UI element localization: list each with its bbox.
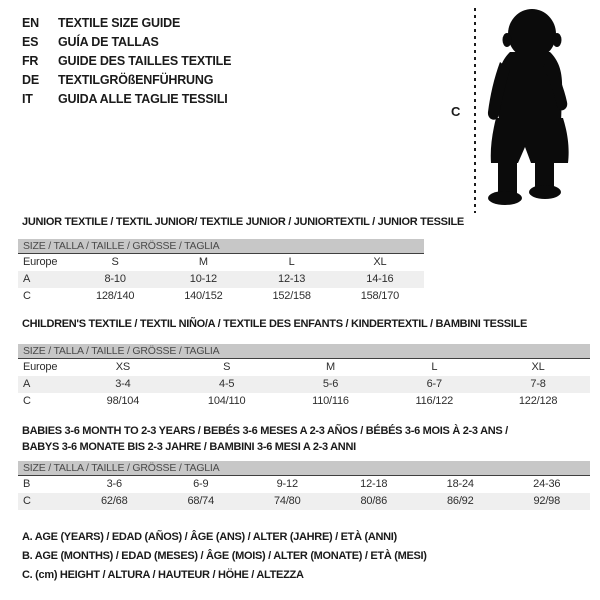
size-table-children	[18, 344, 590, 410]
value-cell: 24-36	[533, 478, 561, 490]
value-cell: XL	[531, 361, 545, 373]
language-title: GUÍA DE TALLAS	[58, 35, 159, 49]
row-label-cell: A	[23, 378, 31, 390]
language-code: DE	[22, 73, 39, 87]
table-row	[18, 393, 590, 410]
language-title: TEXTILE SIZE GUIDE	[58, 16, 181, 30]
baby-silhouette-icon	[486, 6, 580, 208]
value-cell: S	[223, 361, 231, 373]
language-title: GUIDE DES TAILLES TEXTILE	[58, 54, 232, 68]
value-cell: 8-10	[104, 273, 126, 285]
language-code: FR	[22, 54, 39, 68]
row-label-cell: C	[23, 290, 31, 302]
value-cell: 5-6	[322, 378, 339, 390]
value-cell: M	[326, 361, 335, 373]
value-cell: 12-18	[360, 478, 388, 490]
value-cell: 3-4	[115, 378, 131, 390]
height-measure-line	[474, 8, 476, 213]
value-cell: 18-24	[446, 478, 474, 490]
size-table-junior	[18, 239, 424, 305]
value-cell: 110/116	[312, 395, 349, 407]
language-row	[22, 71, 231, 90]
row-label-cell: C	[23, 395, 31, 407]
language-row	[22, 33, 231, 52]
value-cell: S	[111, 256, 119, 268]
value-cell: M	[198, 256, 208, 268]
value-cell: 80/86	[360, 495, 388, 507]
table-body	[18, 254, 424, 305]
language-row	[22, 90, 231, 109]
value-cell: L	[288, 256, 295, 268]
value-cell: 10-12	[189, 273, 217, 285]
row-label-cell: B	[23, 478, 31, 490]
table-row	[18, 254, 424, 271]
value-cell: 74/80	[273, 495, 301, 507]
height-measure-label: C	[451, 104, 461, 119]
section-title-children	[22, 317, 527, 333]
value-cell: 6-9	[193, 478, 209, 490]
language-code: EN	[22, 16, 39, 30]
section-title-junior	[22, 215, 464, 231]
value-cell: 92/98	[533, 495, 561, 507]
section-title-line: BABYS 3-6 MONATE BIS 2-3 JAHRE / BAMBINI 3-6 MESI A 2-3 ANNI	[22, 440, 356, 453]
row-label-cell: C	[23, 495, 31, 507]
value-cell: 86/92	[446, 495, 474, 507]
value-cell: 4-5	[219, 378, 235, 390]
value-cell: 98/104	[106, 395, 140, 407]
value-cell: L	[431, 361, 438, 373]
size-header-bar: SIZE / TALLA / TAILLE / GRÖSSE / TAGLIA	[18, 344, 590, 359]
table-row	[18, 359, 590, 376]
language-title-list	[22, 14, 231, 109]
section-title-babies	[22, 424, 508, 455]
legend-note-a: A. AGE (YEARS) / EDAD (AÑOS) / ÂGE (ANS) / ALTER (JAHRE) / ETÀ (ANNI)	[22, 531, 397, 543]
row-label-cell: A	[23, 273, 31, 285]
height-figure	[445, 5, 595, 215]
row-label-cell: Europe	[23, 361, 58, 373]
table-body	[18, 476, 590, 510]
size-header-bar: SIZE / TALLA / TAILLE / GRÖSSE / TAGLIA	[18, 239, 424, 254]
size-table-babies	[18, 461, 590, 510]
value-cell: XS	[115, 361, 131, 373]
value-cell: 116/122	[415, 395, 454, 407]
language-code: ES	[22, 35, 39, 49]
language-title: GUIDA ALLE TAGLIE TESSILI	[58, 92, 228, 106]
section-title-line: BABIES 3-6 MONTH TO 2-3 YEARS / BEBÉS 3-6 MESES A 2-3 AÑOS / BÉBÉS 3-6 MOIS À 2-3 ANS /	[22, 425, 508, 437]
value-cell: 62/68	[100, 495, 128, 507]
value-cell: 68/74	[187, 495, 215, 507]
value-cell: 7-8	[530, 378, 546, 390]
value-cell: 152/158	[272, 290, 311, 302]
language-row	[22, 52, 231, 71]
legend-notes	[22, 528, 427, 585]
value-cell: 140/152	[184, 290, 223, 302]
table-row	[18, 288, 424, 305]
value-cell: 14-16	[366, 273, 394, 285]
table-row	[18, 476, 590, 493]
table-row	[18, 493, 590, 510]
value-cell: 158/170	[360, 290, 400, 302]
value-cell: XL	[373, 256, 387, 268]
value-cell: 104/110	[207, 395, 246, 407]
table-body	[18, 359, 590, 410]
section-title-line: CHILDREN'S TEXTILE / TEXTIL NIÑO/A / TEXTILE DES ENFANTS / KINDERTEXTIL / BAMBINI TESSILE	[22, 318, 527, 330]
legend-note-c: C. (cm) HEIGHT / ALTURA / HAUTEUR / HÖHE / ALTEZZA	[22, 569, 304, 581]
value-cell: 9-12	[276, 478, 298, 490]
size-header-bar: SIZE / TALLA / TAILLE / GRÖSSE / TAGLIA	[18, 461, 590, 476]
value-cell: 128/140	[95, 290, 135, 302]
language-title: TEXTILGRÖßENFÜHRUNG	[58, 73, 214, 87]
legend-note-b: B. AGE (MONTHS) / EDAD (MESES) / ÂGE (MOIS) / ALTER (MONATE) / ETÀ (MESI)	[22, 550, 427, 562]
section-title-line: JUNIOR TEXTILE / TEXTIL JUNIOR/ TEXTILE JUNIOR / JUNIORTEXTIL / JUNIOR TESSILE	[22, 216, 464, 228]
value-cell: 6-7	[426, 378, 442, 390]
value-cell: 3-6	[106, 478, 122, 490]
row-label-cell: Europe	[23, 256, 58, 268]
value-cell: 122/128	[518, 395, 558, 407]
table-row	[18, 271, 424, 288]
language-row	[22, 14, 231, 33]
table-row	[18, 376, 590, 393]
language-code: IT	[22, 92, 33, 106]
value-cell: 12-13	[278, 273, 306, 285]
